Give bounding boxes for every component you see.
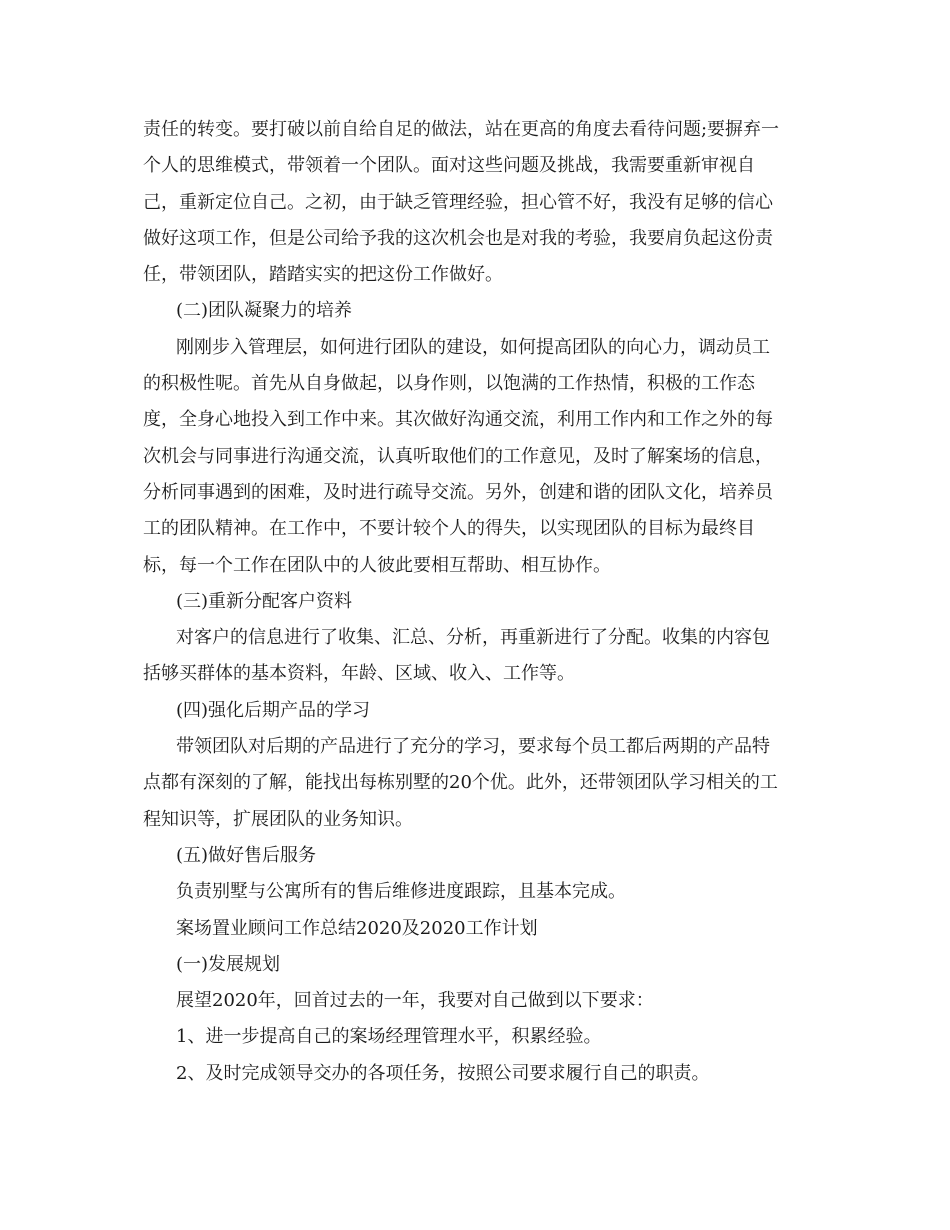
document-body [143, 112, 813, 1092]
text-line: 责任的转变。要打破以前自给自足的做法，站在更高的角度去看待问题;要摒弃一 [143, 119, 780, 140]
text-line: 展望2020年，回首过去的一年，我要对自己做到以下要求： [176, 990, 654, 1012]
text-line: 任，带领团队，踏踏实实的把这份工作做好。 [143, 264, 503, 286]
text-line: 负责别墅与公寓所有的售后维修进度跟踪，且基本完成。 [176, 881, 626, 903]
text-line: (三)重新分配客户资料 [176, 590, 353, 612]
text-line: 做好这项工作，但是公司给予我的这次机会也是对我的考验，我要肩负起这份责 [143, 227, 773, 249]
text-line: (一)发展规划 [176, 953, 281, 975]
text-line: (四)强化后期产品的学习 [176, 699, 371, 721]
text-line: 括够买群体的基本资料，年龄、区域、收入、工作等。 [143, 663, 575, 685]
text-line: 工的团队精神。在工作中，不要计较个人的得失，以实现团队的目标为最终目 [143, 518, 755, 540]
text-line: 的积极性呢。首先从自身做起，以身作则，以饱满的工作热情，积极的工作态 [143, 373, 755, 395]
text-line: (五)做好售后服务 [176, 844, 317, 866]
text-line: 己，重新定位自己。之初，由于缺乏管理经验，担心管不好，我没有足够的信心 [143, 191, 773, 213]
text-line: 刚刚步入管理层，如何进行团队的建设，如何提高团队的向心力，调动员工 [176, 336, 770, 358]
text-line: 程知识等，扩展团队的业务知识。 [143, 808, 413, 830]
text-line: (二)团队凝聚力的培养 [176, 300, 353, 322]
text-line: 2、及时完成领导交办的各项任务，按照公司要求履行自己的职责。 [176, 1062, 710, 1084]
text-line: 次机会与同事进行沟通交流，认真听取他们的工作意见，及时了解案场的信息， [143, 445, 773, 467]
text-line: 度，全身心地投入到工作中来。其次做好沟通交流，利用工作内和工作之外的每 [143, 409, 773, 431]
text-line: 对客户的信息进行了收集、汇总、分析，再重新进行了分配。收集的内容包 [176, 627, 770, 649]
text-line: 案场置业顾问工作总结2020及2020工作计划 [176, 917, 538, 939]
text-line: 分析同事遇到的困难，及时进行疏导交流。另外，创建和谐的团队文化，培养员 [143, 481, 773, 503]
text-line: 个人的思维模式，带领着一个团队。面对这些问题及挑战，我需要重新审视自 [143, 155, 755, 177]
text-line: 标，每一个工作在团队中的人彼此要相互帮助、相互协作。 [143, 554, 611, 576]
text-line: 点都有深刻的了解，能找出每栋别墅的20个优。此外，还带领团队学习相关的工 [143, 772, 778, 794]
text-line: 1、进一步提高自己的案场经理管理水平，积累经验。 [176, 1026, 602, 1048]
text-line: 带领团队对后期的产品进行了充分的学习，要求每个员工都后两期的产品特 [176, 736, 770, 758]
